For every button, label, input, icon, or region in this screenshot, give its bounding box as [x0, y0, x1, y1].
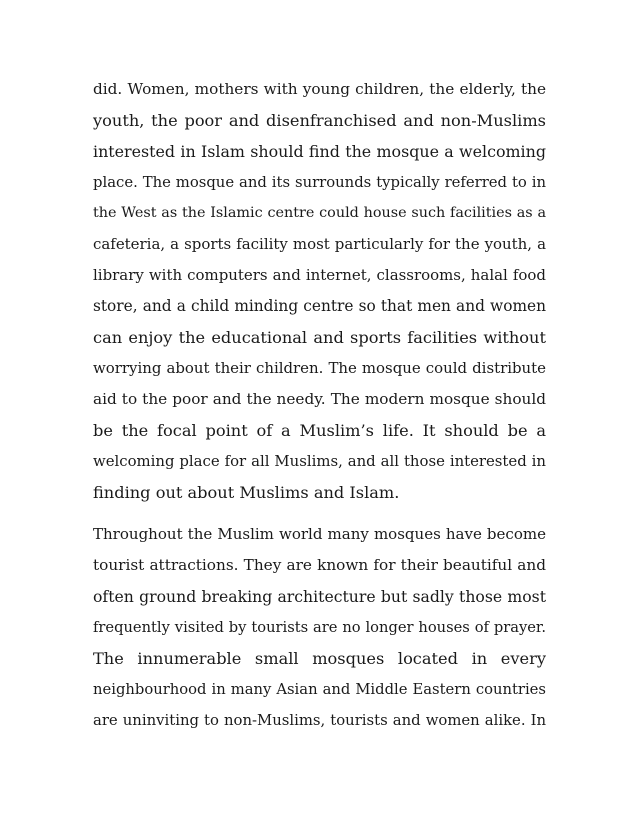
text-line: The innumerable small mosques located in every	[93, 649, 546, 668]
text-line: tourist attractions. They are known for their beautiful and	[93, 556, 546, 574]
text-line: the West as the Islamic centre could house such facilities as a	[93, 205, 546, 221]
text-line: be the focal point of a Muslim’s life. It should be a	[93, 421, 546, 440]
text-line: finding out about Muslims and Islam.	[93, 483, 400, 502]
text-line: neighbourhood in many Asian and Middle Eastern countries	[93, 681, 546, 698]
text-line: worrying about their children. The mosque could distribute	[93, 359, 546, 377]
text-line: welcoming place for all Muslims, and all those interested in	[93, 452, 546, 470]
text-line: aid to the poor and the needy. The modern mosque should	[93, 390, 546, 408]
paragraph-tourist-attractions	[93, 519, 546, 736]
text-line: youth, the poor and disenfranchised and non-Muslims	[93, 111, 546, 130]
text-line: often ground breaking architecture but sadly those most	[93, 587, 546, 606]
text-line: can enjoy the educational and sports facilities without	[93, 328, 546, 347]
text-line: cafeteria, a sports facility most particularly for the youth, a	[93, 235, 546, 253]
text-line: place. The mosque and its surrounds typically referred to in	[93, 174, 546, 191]
text-line: interested in Islam should find the mosque a welcoming	[93, 142, 546, 161]
text-line: did. Women, mothers with young children, the elderly, the	[93, 80, 546, 98]
text-line: are uninviting to non-Muslims, tourists and women alike. In	[93, 712, 546, 729]
text-line: store, and a child minding centre so that men and women	[93, 297, 546, 315]
text-line: Throughout the Muslim world many mosques have become	[93, 525, 546, 543]
text-line: library with computers and internet, classrooms, halal food	[93, 266, 546, 284]
text-line: frequently visited by tourists are no longer houses of prayer.	[93, 619, 546, 636]
paragraph-mosque-facilities	[93, 74, 546, 508]
